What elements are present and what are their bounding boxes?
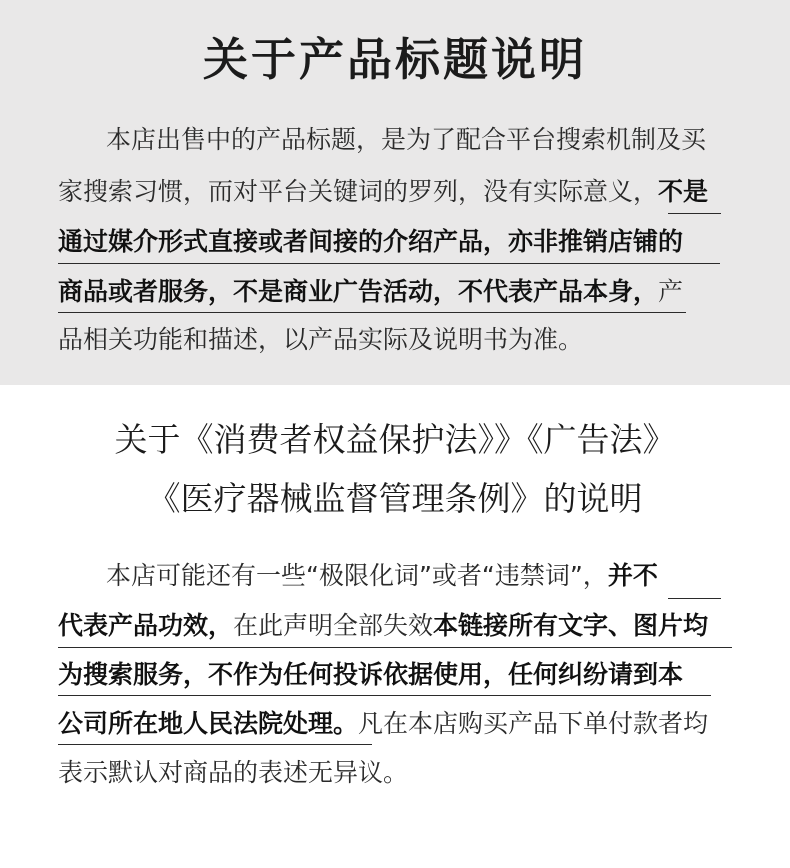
text-run-bold: 代表产品功效， (58, 611, 234, 640)
law-notice-line-1 (106, 556, 658, 596)
text-run-bold: 公司所在地人民法院处理。 (58, 709, 359, 738)
text-run-bold: 并不 (607, 561, 658, 590)
text-run-bold: 不是 (658, 177, 709, 206)
notice-line-4 (58, 272, 683, 312)
text-run-bold: 通过媒介形式直接或者间接的介绍产品，亦非推销店铺的 (58, 227, 684, 256)
underline-rule (668, 213, 721, 214)
notice-line-2 (58, 172, 708, 212)
section-title-law-line-1: 关于《消费者权益保护法》》《广告法》 (114, 420, 676, 459)
text-run: 本店可能还有一些“极限化词”或者“违禁词”， (106, 561, 608, 590)
underline-rule (58, 695, 711, 696)
notice-line-5 (58, 320, 583, 360)
text-run: 家搜索习惯，而对平台关键词的罗列，没有实际意义， (58, 177, 659, 206)
notice-line-3 (58, 222, 683, 262)
underline-rule (668, 598, 721, 599)
text-run: 凡在本店购买产品下单付款者均 (358, 709, 709, 738)
law-notice-line-4 (58, 704, 708, 744)
section-title-product-title: 关于产品标题说明 (202, 33, 587, 86)
section-title-law-line-2: 《医疗器械监督管理条例》的说明 (147, 479, 643, 518)
text-run: 产 (658, 277, 684, 306)
text-run: 表示默认对商品的表述无异议。 (58, 758, 409, 787)
notice-line-1 (106, 120, 706, 160)
text-run: 在此声明全部失效 (233, 611, 434, 640)
text-run: 品相关功能和描述，以产品实际及说明书为准。 (58, 325, 584, 354)
text-run-bold: 本链接所有文字、图片均 (433, 611, 709, 640)
law-notice-line-5 (58, 753, 408, 793)
underline-rule (58, 263, 720, 264)
underline-rule (58, 647, 732, 648)
law-notice-line-2 (58, 606, 708, 646)
underline-rule (58, 744, 372, 745)
text-run-bold: 为搜索服务，不作为任何投诉依据使用，任何纠纷请到本 (58, 660, 684, 689)
law-notice-line-3 (58, 655, 683, 695)
text-run: 本店出售中的产品标题，是为了配合平台搜索机制及买 (106, 125, 707, 154)
text-run-bold: 商品或者服务，不是商业广告活动，不代表产品本身， (58, 277, 659, 306)
product-title-notice-section (0, 0, 790, 385)
underline-rule (58, 312, 686, 313)
